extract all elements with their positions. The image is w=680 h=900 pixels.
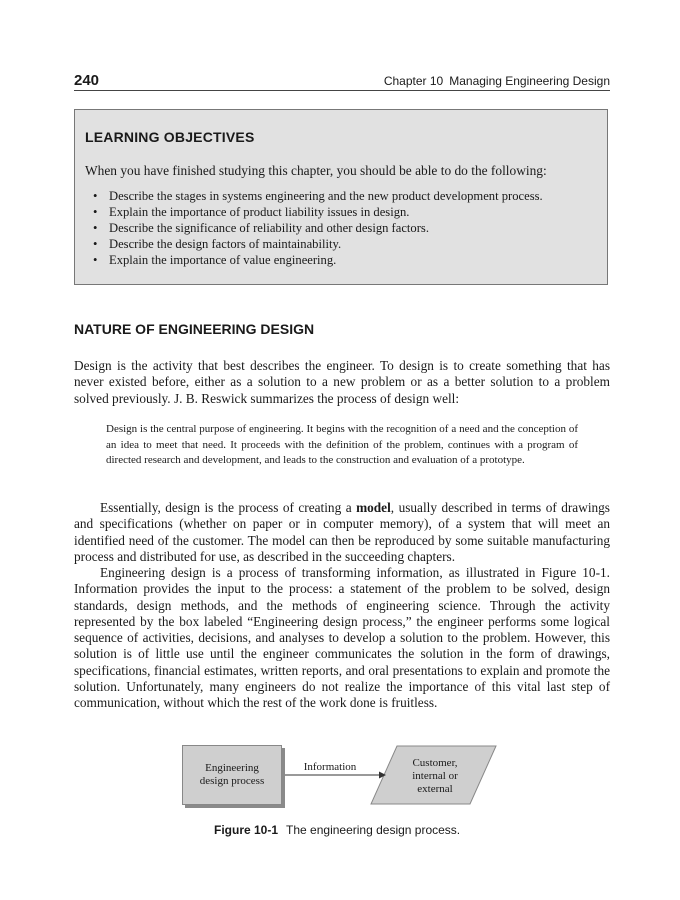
process-box-line: design process	[199, 775, 265, 787]
output-line: Customer,	[412, 757, 458, 769]
objectives-title: LEARNING OBJECTIVES	[85, 129, 255, 145]
header-rule	[74, 90, 610, 91]
paragraph-model-rest: , usually described in terms of drawings and specifications (whether on paper or in computer memory), of a system that will meet an identified need of the customer. The model can then be reproduced by some suitable manufacturing process and distributed for use, as described in the succeeding chapters.	[74, 500, 610, 564]
learning-objectives-box	[74, 109, 608, 285]
process-box	[182, 745, 282, 805]
figure-caption-text: The engineering design process.	[286, 823, 461, 837]
output-label	[394, 757, 476, 796]
running-head	[384, 74, 610, 88]
figure-number: Figure 10-1	[214, 823, 279, 837]
information-label: Information	[303, 761, 357, 773]
output-line: internal or	[412, 770, 458, 782]
paragraph-intro: Design is the activity that best describes the engineer. To design is to create something that has never existed before, either as a solution to a new problem or as a better solution to a problem solved previously. J. B. Reswick summarizes the process of design well:	[74, 358, 610, 406]
output-line: external	[417, 783, 453, 795]
process-box-line: Engineering	[205, 762, 259, 774]
process-box-label	[183, 762, 281, 788]
section-title: NATURE OF ENGINEERING DESIGN	[74, 321, 315, 337]
page-number: 240	[74, 72, 100, 89]
figure-design-process	[180, 743, 510, 813]
objective-item: • Explain the importance of product liability issues in design.	[93, 204, 543, 220]
page-header	[74, 72, 610, 90]
chapter-title: Managing Engineering Design	[449, 74, 610, 88]
objective-item: • Describe the design factors of maintainability.	[93, 236, 543, 252]
objective-item: • Explain the importance of value engineering.	[93, 252, 543, 268]
paragraph-transform: Engineering design is a process of transforming information, as illustrated in Figure 10-1. Information provides the input to the process: a statement of the problem to be solved, design standards, design methods, and the methods of engineering science. Through the activity represented by the box labeled “Engineering design process,” the engineer performs some logical sequence of activities, decisions, and analyses to develop a solution to the problem. However, this solution is of little use until the engineer communicates the solution in the form of drawings, specifications, financial estimates, written reports, and oral presentations to explain and promote the solution. Unfortunately, many engineers do not realize the importance of this vital last step of communication, without which the rest of the work done is fruitless.	[74, 565, 610, 711]
objective-item: • Describe the significance of reliability and other design factors.	[93, 220, 543, 236]
chapter-label: Chapter 10	[383, 74, 444, 88]
block-quote: Design is the central purpose of engineering. It begins with the recognition of a need and the conception of an idea to meet that need. It proceeds with the definition of the problem, continues with a program of directed research and development, and leads to the construction and evaluation of a prototype.	[106, 423, 578, 466]
paragraph-model	[74, 500, 610, 565]
objectives-list	[93, 188, 543, 268]
objective-item: • Describe the stages in systems engineering and the new product development process.	[93, 188, 543, 204]
objectives-intro: When you have finished studying this chapter, you should be able to do the following:	[85, 163, 547, 178]
figure-caption	[214, 823, 460, 837]
paragraph-model-start: Essentially, design is the process of creating a	[100, 500, 357, 515]
term-model: model	[356, 500, 391, 515]
